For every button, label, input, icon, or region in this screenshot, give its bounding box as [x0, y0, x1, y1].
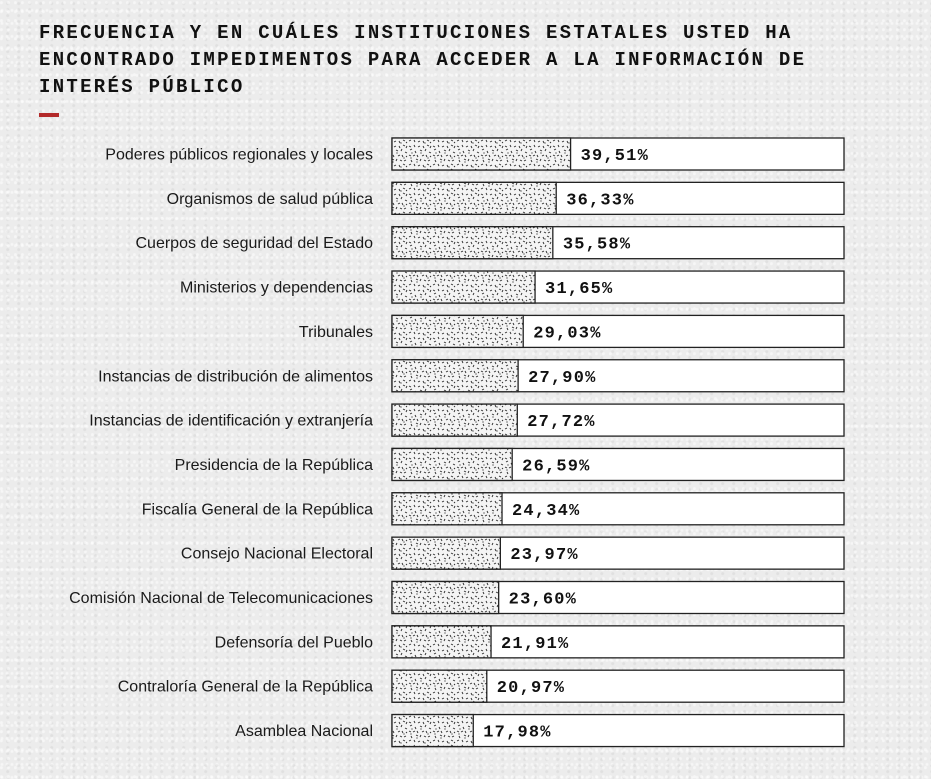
- category-label: Contraloría General de la República: [117, 678, 373, 696]
- category-label: Comisión Nacional de Telecomunicaciones: [69, 590, 373, 607]
- category-label: Poderes públicos regionales y locales: [105, 146, 373, 164]
- category-label: Instancias de identificación y extranjería: [89, 412, 373, 430]
- value-label: 17,98%: [483, 723, 552, 743]
- bar-row: [299, 315, 844, 347]
- value-label: 39,51%: [580, 147, 650, 166]
- category-label: Fiscalía General de la República: [141, 501, 373, 519]
- bar-row: [118, 670, 844, 702]
- category-label: Presidencia de la República: [174, 456, 373, 474]
- category-label: Instancias de distribución de alimentos: [98, 368, 373, 386]
- bar: [392, 626, 491, 658]
- value-label: 24,34%: [512, 501, 581, 521]
- bar-row: [175, 448, 844, 480]
- value-label: 31,65%: [545, 280, 614, 300]
- bar-row: [180, 271, 844, 303]
- value-label: 35,58%: [562, 235, 632, 255]
- bar-row: [167, 182, 844, 214]
- bar: [392, 715, 473, 747]
- bar: [392, 182, 556, 214]
- value-label: 23,60%: [508, 590, 578, 610]
- bar: [392, 271, 535, 303]
- category-label: Asamblea Nacional: [235, 723, 373, 741]
- bar: [392, 404, 517, 436]
- category-label: Tribunales: [298, 323, 373, 341]
- bar-row: [142, 493, 844, 525]
- category-label: Organismos de salud pública: [166, 190, 373, 208]
- bar-row: [98, 360, 844, 392]
- chart-rows: [69, 138, 844, 747]
- value-label: 36,33%: [566, 191, 635, 211]
- value-label: 23,97%: [510, 546, 579, 566]
- chart-title: FRECUENCIA Y EN CUÁLES INSTITUCIONES ESTATALES USTED HA ENCONTRADO IMPEDIMENTOS PARA ACCEDER A LA INFORMACIÓN DE INTERÉS PÚBLICO: [39, 22, 807, 98]
- bar: [392, 537, 500, 569]
- category-label: Defensoría del Pueblo: [214, 634, 373, 652]
- bar: [392, 448, 512, 480]
- bar: [392, 227, 553, 259]
- bar: [392, 360, 518, 392]
- bar-row: [181, 537, 844, 569]
- category-label: Cuerpos de seguridad del Estado: [135, 235, 373, 253]
- value-label: 27,90%: [528, 368, 597, 388]
- bar: [392, 138, 571, 170]
- bar-row: [136, 227, 845, 259]
- bar-row: [89, 404, 844, 436]
- value-label: 20,97%: [496, 679, 566, 699]
- bar-row: [105, 138, 844, 170]
- value-label: 21,91%: [501, 634, 570, 654]
- bar: [392, 315, 523, 347]
- value-label: 29,03%: [533, 324, 602, 344]
- value-label: 26,59%: [522, 457, 591, 477]
- bar-row: [235, 715, 844, 747]
- bar-row: [215, 626, 844, 658]
- category-label: Consejo Nacional Electoral: [180, 545, 373, 563]
- bar: [392, 670, 487, 702]
- value-label: 27,72%: [527, 413, 596, 433]
- category-label: Ministerios y dependencias: [180, 279, 373, 297]
- bar-row: [69, 582, 844, 614]
- bar: [392, 582, 499, 614]
- bar: [392, 493, 502, 525]
